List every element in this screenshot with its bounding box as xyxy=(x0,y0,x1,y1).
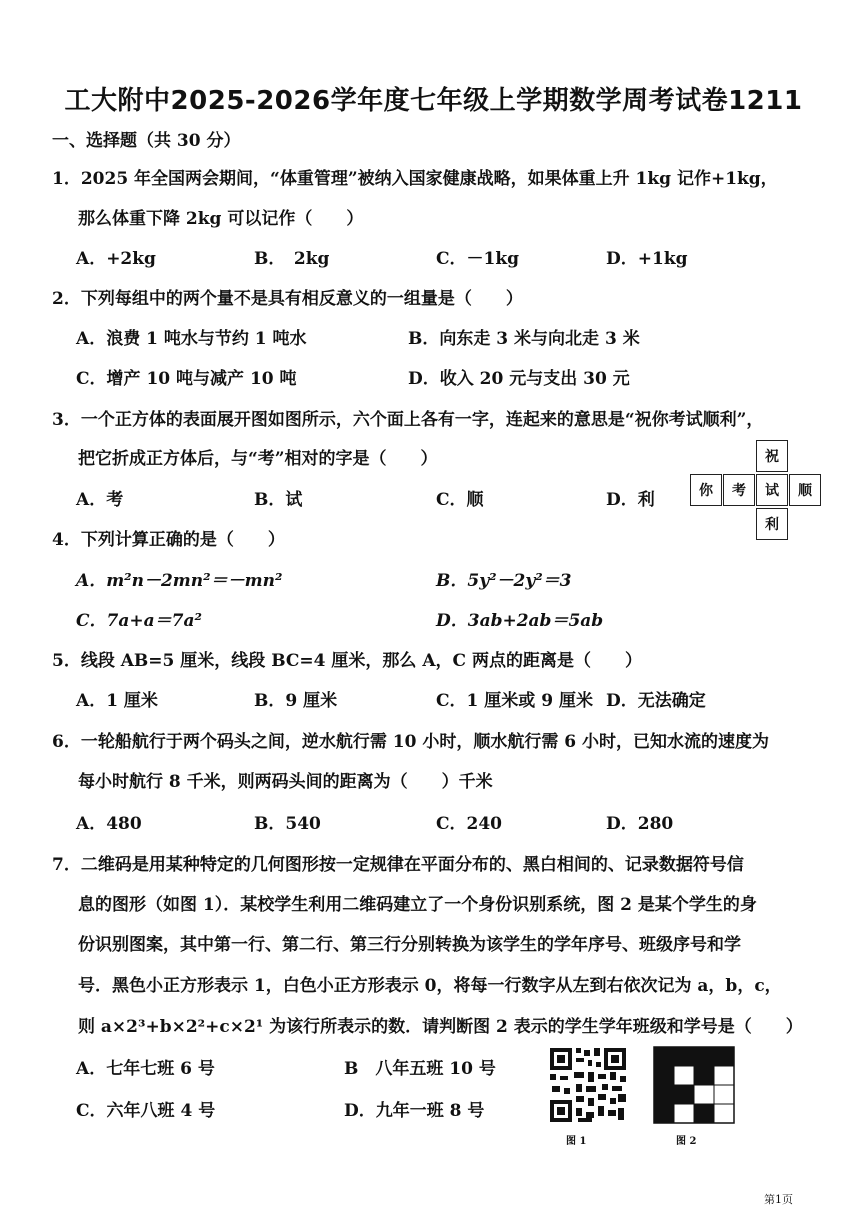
q2-option-a: A．浪费 1 吨水与节约 1 吨水 xyxy=(76,329,307,349)
q6-line2: 每小时航行 8 千米，则两码头间的距离为（ ）千米 xyxy=(78,772,493,792)
q6-line1: 6．一轮船航行于两个码头之间，逆水航行需 10 小时，顺水航行需 6 小时，已知水流的速度为 xyxy=(52,732,769,752)
q1-option-d: D．+1kg xyxy=(606,249,688,269)
q6-option-d: D．280 xyxy=(606,814,674,834)
q3-line2: 把它折成正方体后，与“考”相对的字是（ ） xyxy=(78,449,438,469)
q5-option-d: D．无法确定 xyxy=(606,691,706,711)
q5-option-c: C．1 厘米或 9 厘米 xyxy=(436,691,593,711)
q7-line3: 份识别图案，其中第一行、第二行、第三行分别转换为该学生的学年序号、班级序号和学 xyxy=(78,935,741,955)
figure-1-caption: 图 1 xyxy=(566,1136,587,1147)
q7-line1: 7．二维码是用某种特定的几何图形按一定规律在平面分布的、黑白相间的、记录数据符号信 xyxy=(52,855,744,875)
net-cell-shun: 顺 xyxy=(789,474,821,506)
q1-option-a: A．+2kg xyxy=(76,249,156,269)
q5-line1: 5．线段 AB=5 厘米，线段 BC=4 厘米，那么 A，C 两点的距离是（ ） xyxy=(52,651,642,671)
q3-option-b: B．试 xyxy=(254,490,303,510)
q4-option-c: C．7a+a＝7a² xyxy=(76,611,202,631)
net-cell-li: 利 xyxy=(756,508,788,540)
section-heading: 一、选择题（共 30 分） xyxy=(52,131,241,151)
q7-line4: 号．黑色小正方形表示 1，白色小正方形表示 0，将每一行数字从左到右依次记为 a，b，c， xyxy=(78,976,782,996)
q5-option-b: B．9 厘米 xyxy=(254,691,338,711)
qr-code-figure xyxy=(548,1046,628,1124)
q6-option-a: A．480 xyxy=(76,814,142,834)
q2-option-c: C．增产 10 吨与减产 10 吨 xyxy=(76,369,297,389)
q7-option-b: B 八年五班 10 号 xyxy=(344,1059,496,1079)
net-cell-kao: 考 xyxy=(723,474,755,506)
q1-line2: 那么体重下降 2kg 可以记作（ ） xyxy=(78,209,364,229)
q7-line2: 息的图形（如图 1）．某校学生利用二维码建立了一个身份识别系统，图 2 是某个学生的身 xyxy=(78,895,757,915)
q5-option-a: A．1 厘米 xyxy=(76,691,158,711)
q1-line1: 1．2025 年全国两会期间，“体重管理”被纳入国家健康战略，如果体重上升 1kg 记作+1kg， xyxy=(52,169,778,189)
q3-option-a: A．考 xyxy=(76,490,124,510)
q3-line1: 3．一个正方体的表面展开图如图所示，六个面上各有一字，连起来的意思是“祝你考试顺利”， xyxy=(52,410,764,430)
q1-option-b: B． 2kg xyxy=(254,249,330,269)
exam-title: 工大附中2025-2026学年度七年级上学期数学周考试卷1211 xyxy=(64,86,803,116)
page-number: 第1页 xyxy=(764,1193,793,1206)
q7-option-c: C．六年八班 4 号 xyxy=(76,1101,216,1121)
q4-line1: 4．下列计算正确的是（ ） xyxy=(52,530,285,550)
q2-option-b: B．向东走 3 米与向北走 3 米 xyxy=(408,329,640,349)
q7-option-d: D．九年一班 8 号 xyxy=(344,1101,485,1121)
net-cell-shi: 试 xyxy=(756,474,788,506)
q2-option-d: D．收入 20 元与支出 30 元 xyxy=(408,369,630,389)
q6-option-b: B．540 xyxy=(254,814,321,834)
q4-option-d: D．3ab+2ab＝5ab xyxy=(436,611,604,631)
q7-option-a: A．七年七班 6 号 xyxy=(76,1059,215,1079)
q7-line5: 则 a×2³+b×2²+c×2¹ 为该行所表示的数．请判断图 2 表示的学生学年班级和学号是（ ） xyxy=(78,1017,803,1037)
figure-2-caption: 图 2 xyxy=(676,1136,697,1147)
q6-option-c: C．240 xyxy=(436,814,503,834)
cube-net-figure xyxy=(688,440,824,544)
q3-option-d: D．利 xyxy=(606,490,655,510)
q4-option-b: B．5y²－2y²＝3 xyxy=(436,571,572,591)
q4-option-a: A．m²n－2mn²＝－mn² xyxy=(76,571,283,591)
q1-option-c: C．－1kg xyxy=(436,249,520,269)
id-pattern-figure xyxy=(653,1046,735,1124)
net-cell-zhu: 祝 xyxy=(756,440,788,472)
net-cell-ni: 你 xyxy=(690,474,722,506)
q2-line1: 2．下列每组中的两个量不是具有相反意义的一组量是（ ） xyxy=(52,289,523,309)
q3-option-c: C．顺 xyxy=(436,490,484,510)
